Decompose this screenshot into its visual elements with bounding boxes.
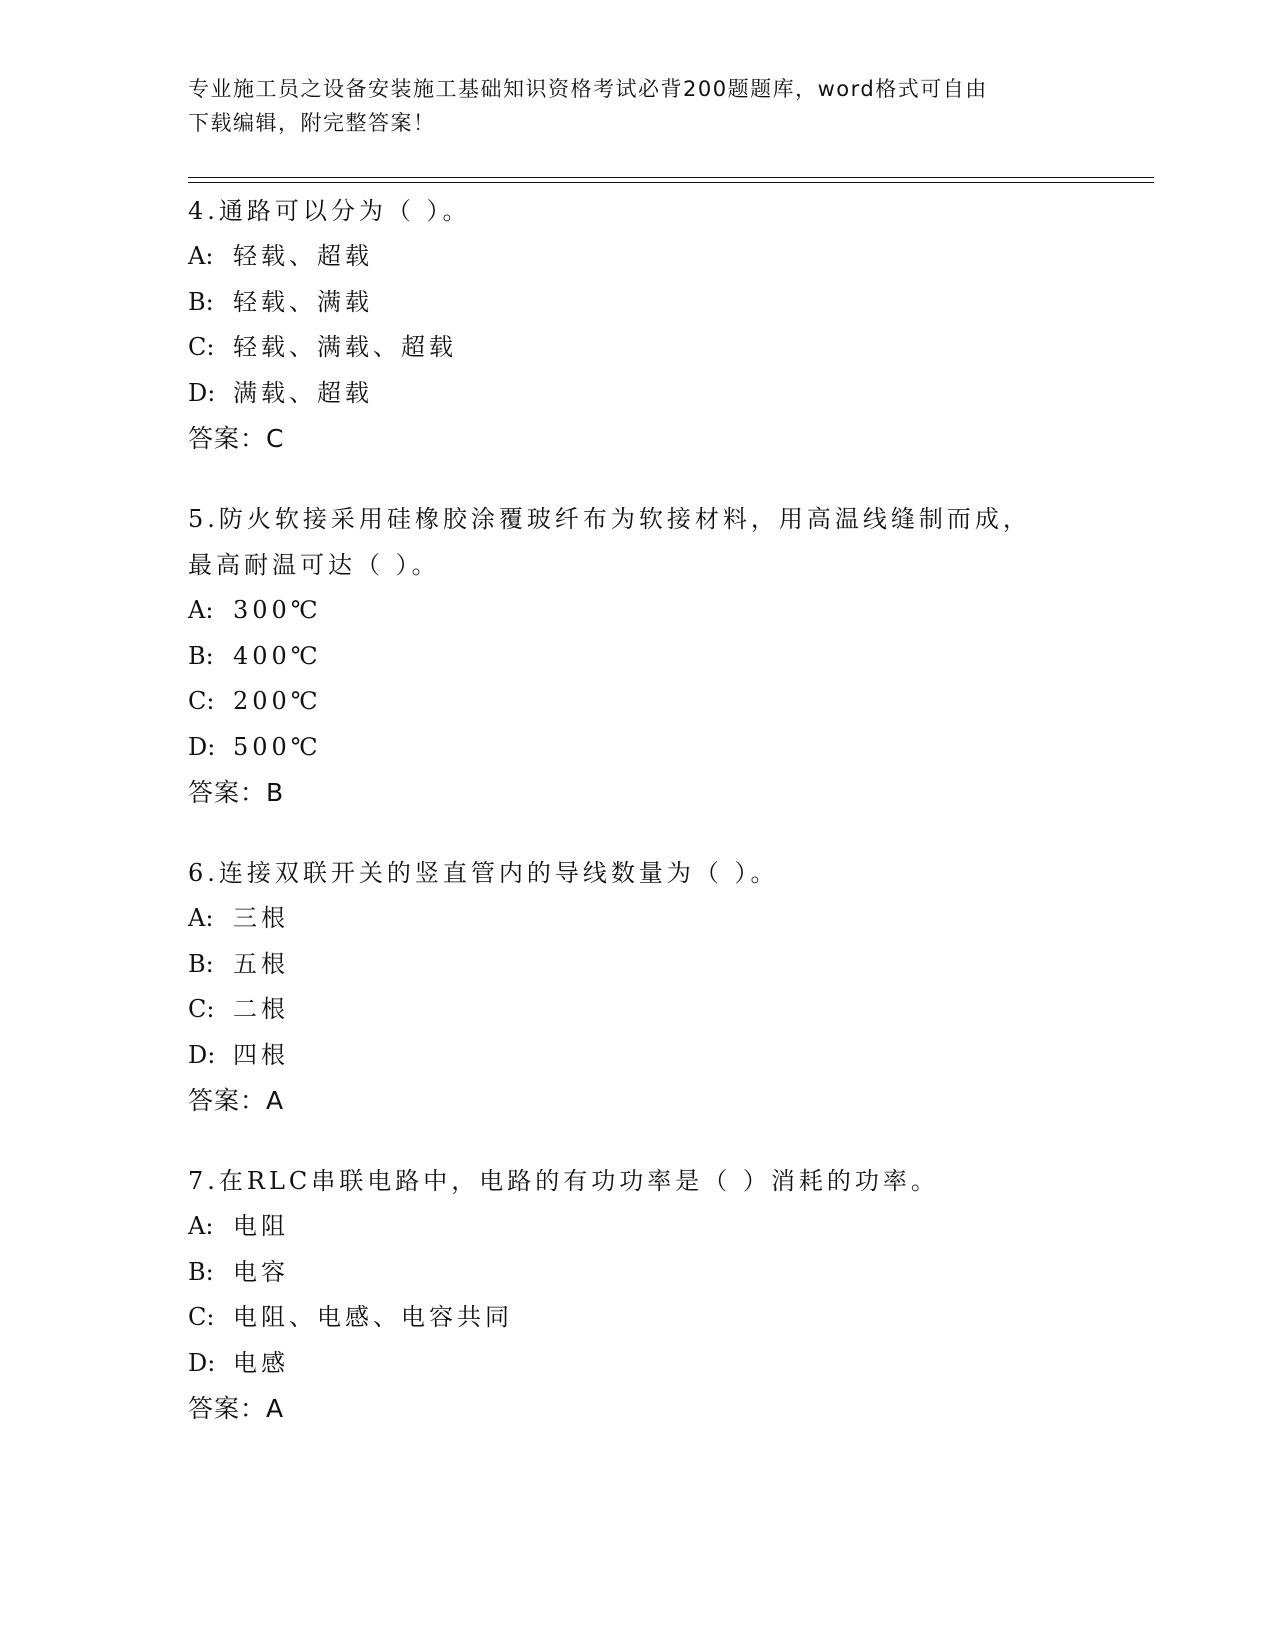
header-divider-bottom [188, 182, 1154, 183]
option-b [188, 1250, 1088, 1296]
option-d [188, 371, 1088, 417]
option-c [188, 679, 1088, 725]
question-stem-line-1: 5.防火软接采用硅橡胶涂覆玻纤布为软接材料，用高温线缝制而成， [188, 505, 1031, 533]
option-letter: A: [188, 1212, 214, 1240]
option-a [188, 896, 1088, 942]
option-text: 300℃ [233, 596, 322, 624]
option-letter: D: [188, 1040, 216, 1069]
question-stem: 4.通路可以分为（ ）。 [188, 197, 471, 225]
option-b [188, 280, 1088, 326]
option-letter: A: [188, 242, 214, 270]
question-stem-line-2: 最高耐温可达（ ）。 [188, 551, 440, 579]
question-7 [188, 1158, 1088, 1432]
question-6 [188, 850, 1088, 1124]
option-d [188, 725, 1088, 771]
option-d [188, 1341, 1088, 1387]
option-letter: B: [188, 1257, 214, 1286]
option-text: 二根 [233, 995, 289, 1023]
option-letter: B: [188, 287, 214, 316]
option-c [188, 987, 1088, 1033]
option-text: 电感 [233, 1348, 289, 1377]
option-a [188, 1204, 1088, 1250]
option-text: 四根 [233, 1040, 289, 1069]
option-text: 电容 [233, 1257, 289, 1286]
option-letter: C: [188, 687, 215, 715]
option-b [188, 634, 1088, 680]
answer: 答案：B [188, 778, 285, 807]
option-letter: C: [188, 995, 215, 1023]
document-header [188, 72, 1068, 140]
header-divider-top [188, 177, 1154, 178]
option-letter: C: [188, 1303, 215, 1331]
option-letter: D: [188, 732, 216, 761]
option-text: 电阻、电感、电容共同 [233, 1303, 513, 1331]
option-a [188, 588, 1088, 634]
option-text: 200℃ [233, 687, 322, 715]
question-5 [188, 496, 1088, 816]
option-text: 轻载、超载 [233, 242, 373, 270]
option-text: 五根 [233, 949, 289, 978]
option-text: 轻载、满载 [233, 287, 373, 316]
option-letter: A: [188, 596, 214, 624]
option-a [188, 234, 1088, 280]
header-line-2: 下载编辑，附完整答案！ [188, 111, 436, 135]
option-text: 电阻 [233, 1212, 289, 1240]
answer: 答案：A [188, 1086, 285, 1115]
option-text: 满载、超载 [233, 378, 373, 407]
option-letter: D: [188, 1348, 216, 1377]
question-stem: 7.在RLC串联电路中，电路的有功功率是（ ）消耗的功率。 [188, 1167, 939, 1195]
option-text: 400℃ [233, 641, 322, 670]
option-letter: C: [188, 333, 215, 361]
answer: 答案：A [188, 1394, 285, 1423]
option-text: 轻载、满载、超载 [233, 333, 457, 361]
option-letter: D: [188, 378, 216, 407]
question-list [188, 188, 1088, 1466]
header-line-1: 专业施工员之设备安装施工基础知识资格考试必背200题题库，word格式可自由 [188, 77, 988, 101]
option-letter: B: [188, 641, 214, 670]
option-letter: A: [188, 904, 214, 932]
option-text: 500℃ [233, 732, 322, 761]
answer: 答案：C [188, 424, 285, 453]
option-d [188, 1033, 1088, 1079]
option-c [188, 1295, 1088, 1341]
question-4 [188, 188, 1088, 462]
option-text: 三根 [233, 904, 289, 932]
option-c [188, 325, 1088, 371]
option-letter: B: [188, 949, 214, 978]
question-stem: 6.连接双联开关的竖直管内的导线数量为（ ）。 [188, 859, 779, 887]
option-b [188, 942, 1088, 988]
